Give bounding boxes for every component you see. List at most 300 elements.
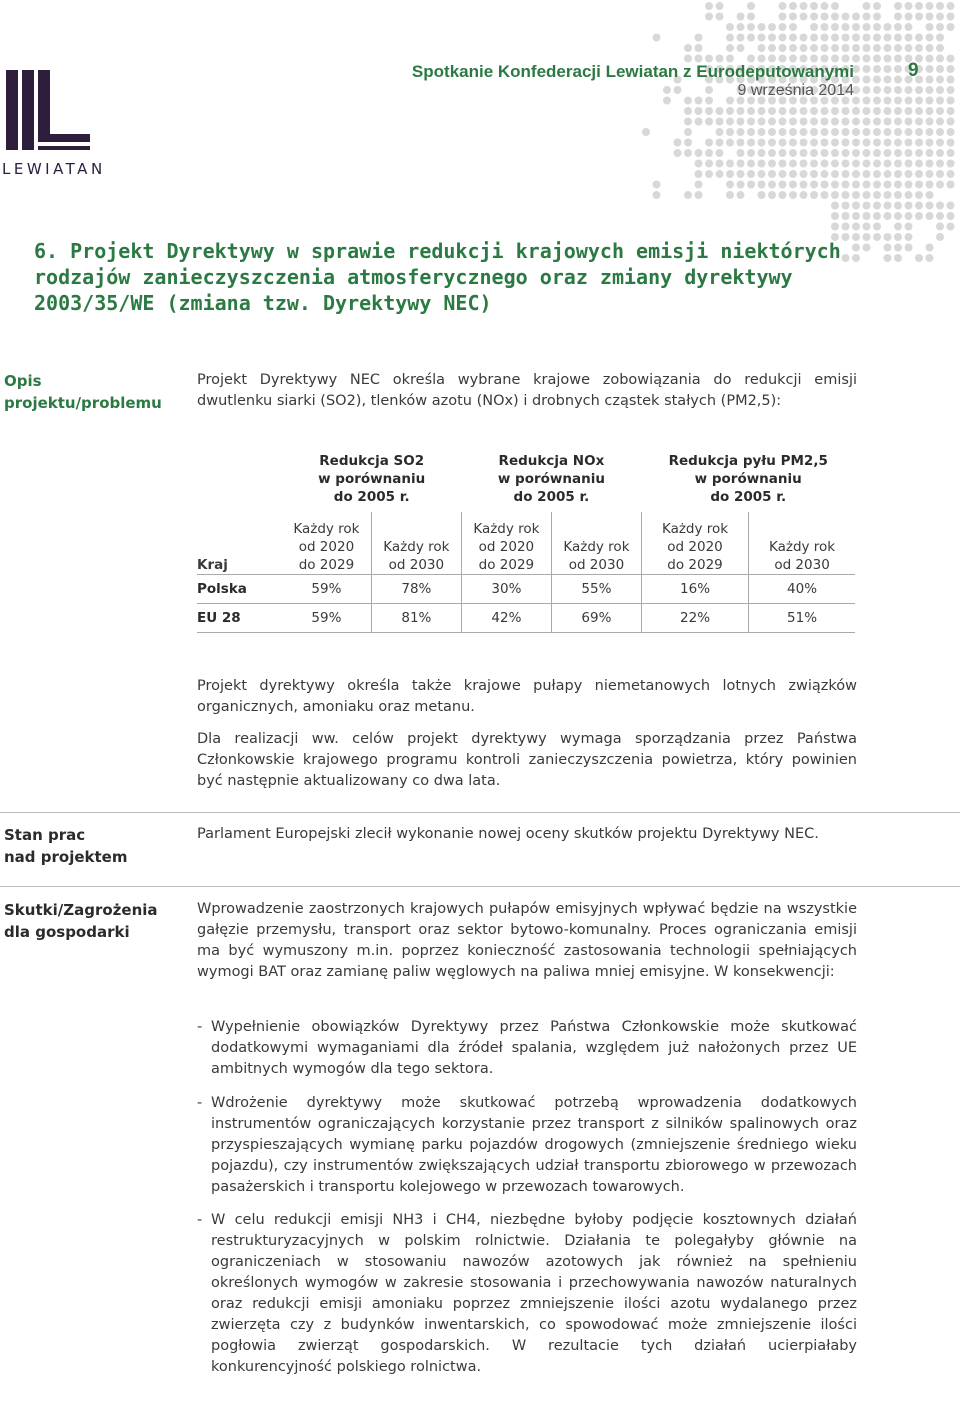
map-dot xyxy=(915,34,923,42)
sub-line: do 2029 xyxy=(478,557,535,573)
map-dot xyxy=(758,128,766,136)
map-dot xyxy=(726,118,734,126)
map-dot xyxy=(936,170,944,178)
section-divider xyxy=(0,812,960,813)
map-dot xyxy=(716,128,724,136)
map-dot xyxy=(768,160,776,168)
map-dot xyxy=(873,160,881,168)
map-dot xyxy=(894,55,902,63)
map-dot xyxy=(842,202,850,210)
map-dot xyxy=(852,128,860,136)
map-dot xyxy=(926,181,934,189)
map-dot xyxy=(873,65,881,73)
bullet-dash: - xyxy=(197,1095,203,1111)
map-dot xyxy=(905,139,913,147)
map-dot xyxy=(915,107,923,115)
map-dot xyxy=(779,170,787,178)
map-dot xyxy=(947,181,955,189)
header-title: Spotkanie Konfederacji Lewiatan z Eurodeputowanymi xyxy=(411,62,854,81)
map-dot xyxy=(758,191,766,199)
opis-intro: Projekt Dyrektywy NEC określa wybrane krajowe zobowiązania do redukcji emisji dwutlenku siarki (SO2), tlenków azotu (NOx) i drobnych cząstek stałych (PM2,5): xyxy=(197,372,857,409)
map-dot xyxy=(747,139,755,147)
table-cell: 69% xyxy=(551,604,641,633)
map-dot xyxy=(747,160,755,168)
map-dot xyxy=(726,139,734,147)
map-dot xyxy=(842,139,850,147)
map-dot xyxy=(905,181,913,189)
map-dot xyxy=(852,191,860,199)
map-dot xyxy=(905,23,913,31)
map-dot xyxy=(905,107,913,115)
map-dot xyxy=(915,128,923,136)
bullet-text: W celu redukcji emisji NH3 i CH4, niezbędne byłoby podjęcie kosztownych działań restrukturyzacyjnych w polskim rolnictwie. Działania te polegałyby głównie na ograniczeniach w stosowaniu nawozów azotowych jak również na spełnieniu określonych wymogów w zakresie stosowania i przechowywania nawozów naturalnych oraz redukcji emisji amoniaku poprzez zmniejszenie ilości azotu wydalanego przez zwierzęta czy z budynków inwentarskich, co spowodować może zmniejszenie ilości pogłowia zwierząt gospodarskich. W rezultacie tych działań ucierpiałaby konkurencyjność polskiego rolnictwa. xyxy=(211,1212,857,1375)
map-dot xyxy=(800,128,808,136)
map-dot xyxy=(789,149,797,157)
map-dot xyxy=(926,34,934,42)
map-dot xyxy=(947,76,955,84)
map-dot xyxy=(737,191,745,199)
sub-line: od 2030 xyxy=(568,557,625,573)
map-dot xyxy=(705,86,713,94)
map-dot xyxy=(915,181,923,189)
map-dot xyxy=(894,181,902,189)
map-dot xyxy=(821,118,829,126)
map-dot xyxy=(852,44,860,52)
group-line: Redukcja SO2 xyxy=(319,453,425,469)
map-dot xyxy=(831,212,839,220)
map-dot xyxy=(894,244,902,252)
table-group-header xyxy=(641,452,855,512)
map-dot xyxy=(726,170,734,178)
map-dot xyxy=(695,191,703,199)
map-dot xyxy=(831,202,839,210)
map-dot xyxy=(947,223,955,231)
map-dot xyxy=(852,118,860,126)
column-header-2030 xyxy=(551,512,641,575)
stan-label-line2: nad projektem xyxy=(4,848,128,866)
map-dot xyxy=(926,160,934,168)
map-dot xyxy=(705,139,713,147)
map-dot xyxy=(852,107,860,115)
table-cell-country: EU 28 xyxy=(197,604,282,633)
map-dot xyxy=(705,2,713,10)
map-dot xyxy=(789,23,797,31)
map-dot xyxy=(936,202,944,210)
map-dot xyxy=(768,118,776,126)
map-dot xyxy=(810,34,818,42)
map-dot xyxy=(884,128,892,136)
map-dot xyxy=(789,170,797,178)
map-dot xyxy=(726,44,734,52)
map-dot xyxy=(936,44,944,52)
column-header-2030 xyxy=(371,512,461,575)
header-date: 9 września 2014 xyxy=(737,82,854,99)
map-dot xyxy=(810,191,818,199)
map-dot xyxy=(831,160,839,168)
map-dot xyxy=(863,202,871,210)
list-item xyxy=(197,1210,857,1378)
sub-line: Każdy rok xyxy=(563,539,630,555)
opis-paragraph: Dla realizacji ww. celów projekt dyrektywy wymaga sporządzania przez Państwa Członkowskie krajowego programu kontroli zanieczyszczenia powietrza, który powinien być następnie aktualizowany co dwa lata. xyxy=(197,731,857,789)
map-dot xyxy=(905,44,913,52)
map-dot xyxy=(726,23,734,31)
map-dot xyxy=(737,149,745,157)
map-dot xyxy=(684,149,692,157)
map-dot xyxy=(684,97,692,105)
table-cell: 59% xyxy=(282,604,371,633)
map-dot xyxy=(705,149,713,157)
map-dot xyxy=(905,149,913,157)
map-dot xyxy=(873,181,881,189)
map-dot xyxy=(810,160,818,168)
map-dot xyxy=(884,76,892,84)
map-dot xyxy=(863,44,871,52)
map-dot xyxy=(915,254,923,262)
map-dot xyxy=(737,107,745,115)
map-dot xyxy=(873,212,881,220)
sub-line: od 2020 xyxy=(667,539,723,555)
map-dot xyxy=(884,181,892,189)
map-dot xyxy=(863,118,871,126)
map-dot xyxy=(716,118,724,126)
map-dot xyxy=(894,149,902,157)
map-dot xyxy=(695,118,703,126)
map-dot xyxy=(936,149,944,157)
map-dot xyxy=(737,160,745,168)
map-dot xyxy=(779,107,787,115)
map-dot xyxy=(894,97,902,105)
column-header-kraj: Kraj xyxy=(197,557,228,573)
map-dot xyxy=(894,2,902,10)
map-dot xyxy=(905,202,913,210)
map-dot xyxy=(800,13,808,21)
map-dot xyxy=(800,34,808,42)
skutki-label-line2: dla gospodarki xyxy=(4,923,130,941)
page-number: 9 xyxy=(908,60,919,81)
map-dot xyxy=(653,191,661,199)
map-dot xyxy=(936,118,944,126)
map-dot xyxy=(915,212,923,220)
map-dot xyxy=(884,44,892,52)
map-dot xyxy=(936,97,944,105)
map-dot xyxy=(905,128,913,136)
map-dot xyxy=(842,191,850,199)
map-dot xyxy=(884,139,892,147)
logo-wordmark: LEWIATAN xyxy=(2,160,106,178)
map-dot xyxy=(800,149,808,157)
map-dot xyxy=(863,223,871,231)
map-dot xyxy=(789,107,797,115)
map-dot xyxy=(789,181,797,189)
map-dot xyxy=(905,13,913,21)
map-dot xyxy=(810,118,818,126)
map-dot xyxy=(926,2,934,10)
map-dot xyxy=(852,34,860,42)
emission-reduction-table xyxy=(197,452,855,633)
map-dot xyxy=(884,23,892,31)
map-dot xyxy=(884,34,892,42)
map-dot xyxy=(894,23,902,31)
map-dot xyxy=(789,118,797,126)
map-dot xyxy=(915,118,923,126)
map-dot xyxy=(947,65,955,73)
map-dot xyxy=(936,13,944,21)
column-header-2030 xyxy=(749,512,855,575)
map-dot xyxy=(842,13,850,21)
section-title: 6. Projekt Dyrektywy w sprawie redukcji krajowych emisji niektórych rodzajów zanieczyszczenia atmosferycznego oraz zmiany dyrektywy 2003/35/WE (zmiana tzw. Dyrektywy NEC) xyxy=(34,239,841,315)
map-dot xyxy=(884,254,892,262)
map-dot xyxy=(936,76,944,84)
map-dot xyxy=(884,191,892,199)
map-dot xyxy=(936,223,944,231)
map-dot xyxy=(915,97,923,105)
map-dot xyxy=(800,160,808,168)
map-dot xyxy=(894,139,902,147)
map-dot xyxy=(726,160,734,168)
map-dot xyxy=(684,128,692,136)
map-dot xyxy=(768,107,776,115)
table-cell: 51% xyxy=(749,604,855,633)
map-dot xyxy=(852,23,860,31)
map-dot xyxy=(779,13,787,21)
map-dot xyxy=(926,44,934,52)
map-dot xyxy=(789,2,797,10)
dotted-europe-map-decoration xyxy=(640,0,960,270)
map-dot xyxy=(863,2,871,10)
map-dot xyxy=(716,149,724,157)
map-dot xyxy=(936,23,944,31)
map-dot xyxy=(863,107,871,115)
map-dot xyxy=(800,118,808,126)
opis-label-line1: Opis xyxy=(4,372,42,390)
sub-line: Każdy rok xyxy=(383,539,450,555)
sub-line: Każdy rok xyxy=(293,521,360,537)
map-dot xyxy=(684,44,692,52)
section-divider xyxy=(0,886,960,887)
map-dot xyxy=(716,2,724,10)
map-dot xyxy=(674,86,682,94)
group-line: do 2005 r. xyxy=(333,489,410,505)
map-dot xyxy=(674,139,682,147)
group-line: Redukcja pyłu PM2,5 xyxy=(668,453,828,469)
map-dot xyxy=(926,139,934,147)
map-dot xyxy=(947,128,955,136)
map-dot xyxy=(936,55,944,63)
group-line: w porównaniu xyxy=(318,471,426,487)
map-dot xyxy=(926,65,934,73)
map-dot xyxy=(695,160,703,168)
map-dot xyxy=(852,13,860,21)
bullet-text: Wypełnienie obowiązków Dyrektywy przez Państwa Członkowskie może skutkować dodatkowymi wymaganiami dla źródeł spalania, względem już nałożonych przez UE ambitnych wymogów dla tego sektora. xyxy=(211,1019,857,1077)
map-dot xyxy=(884,202,892,210)
group-line: do 2005 r. xyxy=(710,489,787,505)
column-header-2020-2029 xyxy=(461,512,551,575)
map-dot xyxy=(779,191,787,199)
map-dot xyxy=(863,34,871,42)
map-dot xyxy=(936,2,944,10)
sub-line: Każdy rok xyxy=(473,521,540,537)
map-dot xyxy=(873,55,881,63)
map-dot xyxy=(915,2,923,10)
map-dot xyxy=(779,139,787,147)
table-corner xyxy=(197,452,282,512)
map-dot xyxy=(821,170,829,178)
table-group-header xyxy=(282,452,461,512)
map-dot xyxy=(726,97,734,105)
map-dot xyxy=(905,170,913,178)
map-dot xyxy=(684,139,692,147)
map-dot xyxy=(842,128,850,136)
map-dot xyxy=(716,170,724,178)
map-dot xyxy=(831,23,839,31)
map-dot xyxy=(905,34,913,42)
table-cell: 16% xyxy=(641,575,748,604)
map-dot xyxy=(894,34,902,42)
map-dot xyxy=(894,118,902,126)
map-dot xyxy=(842,212,850,220)
map-dot xyxy=(894,86,902,94)
map-dot xyxy=(758,181,766,189)
map-dot xyxy=(821,149,829,157)
sub-line: od 2030 xyxy=(388,557,445,573)
map-dot xyxy=(737,44,745,52)
map-dot xyxy=(863,149,871,157)
map-dot xyxy=(926,86,934,94)
map-dot xyxy=(758,44,766,52)
map-dot xyxy=(894,202,902,210)
map-dot xyxy=(926,191,934,199)
map-dot xyxy=(926,97,934,105)
map-dot xyxy=(905,118,913,126)
map-dot xyxy=(842,118,850,126)
map-dot xyxy=(716,107,724,115)
column-header-2020-2029 xyxy=(282,512,371,575)
map-dot xyxy=(863,160,871,168)
map-dot xyxy=(947,13,955,21)
map-dot xyxy=(873,2,881,10)
map-dot xyxy=(758,170,766,178)
map-dot xyxy=(789,34,797,42)
map-dot xyxy=(747,107,755,115)
map-dot xyxy=(747,149,755,157)
opis-label xyxy=(4,370,162,414)
map-dot xyxy=(842,170,850,178)
map-dot xyxy=(695,97,703,105)
map-dot xyxy=(789,44,797,52)
map-dot xyxy=(926,212,934,220)
table-cell: 40% xyxy=(749,575,855,604)
map-dot xyxy=(758,107,766,115)
column-header-2020-2029 xyxy=(641,512,748,575)
table-cell: 81% xyxy=(371,604,461,633)
opis-label-line2: projektu/problemu xyxy=(4,394,162,412)
map-dot xyxy=(894,44,902,52)
map-dot xyxy=(863,86,871,94)
map-dot xyxy=(705,13,713,21)
map-dot xyxy=(884,160,892,168)
map-dot xyxy=(947,170,955,178)
map-dot xyxy=(926,128,934,136)
map-dot xyxy=(884,118,892,126)
map-dot xyxy=(905,212,913,220)
map-dot xyxy=(852,223,860,231)
map-dot xyxy=(831,2,839,10)
map-dot xyxy=(926,13,934,21)
map-dot xyxy=(779,23,787,31)
map-dot xyxy=(894,223,902,231)
map-dot xyxy=(873,107,881,115)
map-dot xyxy=(716,139,724,147)
map-dot xyxy=(737,118,745,126)
map-dot xyxy=(894,254,902,262)
map-dot xyxy=(863,139,871,147)
map-dot xyxy=(852,181,860,189)
map-dot xyxy=(737,13,745,21)
sub-line: od 2020 xyxy=(298,539,355,555)
map-dot xyxy=(831,223,839,231)
map-dot xyxy=(863,23,871,31)
map-dot xyxy=(726,34,734,42)
map-dot xyxy=(810,23,818,31)
map-dot xyxy=(905,2,913,10)
table-cell: 55% xyxy=(551,575,641,604)
map-dot xyxy=(852,160,860,168)
map-dot xyxy=(642,128,650,136)
map-dot xyxy=(863,170,871,178)
map-dot xyxy=(705,97,713,105)
map-dot xyxy=(747,23,755,31)
map-dot xyxy=(810,170,818,178)
map-dot xyxy=(695,149,703,157)
bullet-dash: - xyxy=(197,1019,203,1035)
skutki-label-line1: Skutki/Zagrożenia xyxy=(4,901,158,919)
map-dot xyxy=(821,44,829,52)
map-dot xyxy=(726,107,734,115)
map-dot xyxy=(695,107,703,115)
map-dot xyxy=(758,118,766,126)
map-dot xyxy=(821,34,829,42)
map-dot xyxy=(884,149,892,157)
group-line: w porównaniu xyxy=(497,471,605,487)
map-dot xyxy=(936,233,944,241)
map-dot xyxy=(894,170,902,178)
map-dot xyxy=(695,181,703,189)
map-dot xyxy=(768,139,776,147)
map-dot xyxy=(884,233,892,241)
map-dot xyxy=(789,139,797,147)
map-dot xyxy=(863,97,871,105)
map-dot xyxy=(768,44,776,52)
map-dot xyxy=(821,107,829,115)
map-dot xyxy=(873,191,881,199)
map-dot xyxy=(926,254,934,262)
map-dot xyxy=(768,170,776,178)
map-dot xyxy=(915,149,923,157)
map-dot xyxy=(705,160,713,168)
map-dot xyxy=(884,212,892,220)
sub-line: Każdy rok xyxy=(768,539,836,555)
group-line: w porównaniu xyxy=(694,471,802,487)
map-dot xyxy=(726,128,734,136)
table-group-header xyxy=(461,452,641,512)
table-cell-country: Polska xyxy=(197,575,282,604)
map-dot xyxy=(863,233,871,241)
map-dot xyxy=(705,107,713,115)
table-cell: 42% xyxy=(461,604,551,633)
map-dot xyxy=(873,202,881,210)
map-dot xyxy=(884,244,892,252)
map-dot xyxy=(947,55,955,63)
